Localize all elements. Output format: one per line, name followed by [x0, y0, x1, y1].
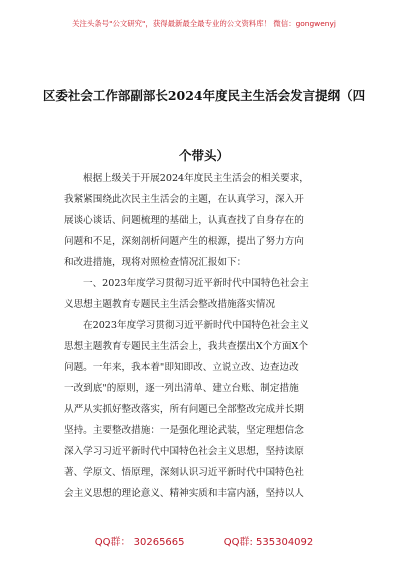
title-line-2: 个带头）: [178, 148, 229, 163]
body-line: 展谈心谈话、问题梳理的基础上，认真查找了自身存在的: [64, 215, 304, 226]
title-line-1: 区委社会工作部副部长2024年度民主生活会发言提纲（四: [42, 88, 366, 103]
body-line: 著、学原文、悟原理，深刻认识习近平新时代中国特色社: [64, 467, 304, 478]
footer-contact: [0, 533, 408, 548]
body-line: 我紧紧围绕此次民主生活会的主题，在认真学习，深入开: [64, 194, 304, 205]
body-line: 坚持。主要整改措施：一是强化理论武装，坚定理想信念: [64, 425, 304, 436]
body-line: 会主义思想的理论意义、精神实质和丰富内涵，坚持以人: [64, 488, 304, 499]
body-line: 一、2023年度学习贯彻习近平新时代中国特色社会主: [83, 278, 309, 289]
qq-group-2: QQ群: 535304092: [223, 537, 314, 548]
body-line: 深入学习习近平新时代中国特色社会主义思想，坚持读原: [64, 446, 304, 457]
body-line: 义思想主题教育专题民主生活会整改措施落实情况: [64, 299, 276, 310]
body-line: 从严从实抓好整改落实，所有问题已全部整改完成并长期: [64, 404, 304, 415]
body-line: 思想主题教育专题民主生活会上，我共查摆出X个方面X个: [64, 341, 308, 352]
body-line: 根据上级关于开展2024年度民主生活会的相关要求，: [83, 173, 309, 184]
body-line: 和改进措施，现将对照检查情况汇报如下：: [64, 257, 247, 268]
qq-group-1: QQ群： 30265665: [94, 537, 185, 548]
body-line: 问题和不足，深刻剖析问题产生的根源，提出了努力方向: [64, 236, 304, 247]
document-body: [64, 168, 346, 504]
body-line: 在2023年度学习贯彻习近平新时代中国特色社会主义: [83, 320, 309, 331]
body-line: 一改到底"的原则，逐一列出清单、建立台账、制定措施: [64, 383, 299, 394]
promo-banner: 关注头条号"公文研究"，获得最新最全最专业的公文资料库！ 微信：gongwenyj: [72, 19, 336, 28]
body-line: 问题。一年来，我本着"即知即改、立说立改、边查边改: [64, 362, 299, 373]
